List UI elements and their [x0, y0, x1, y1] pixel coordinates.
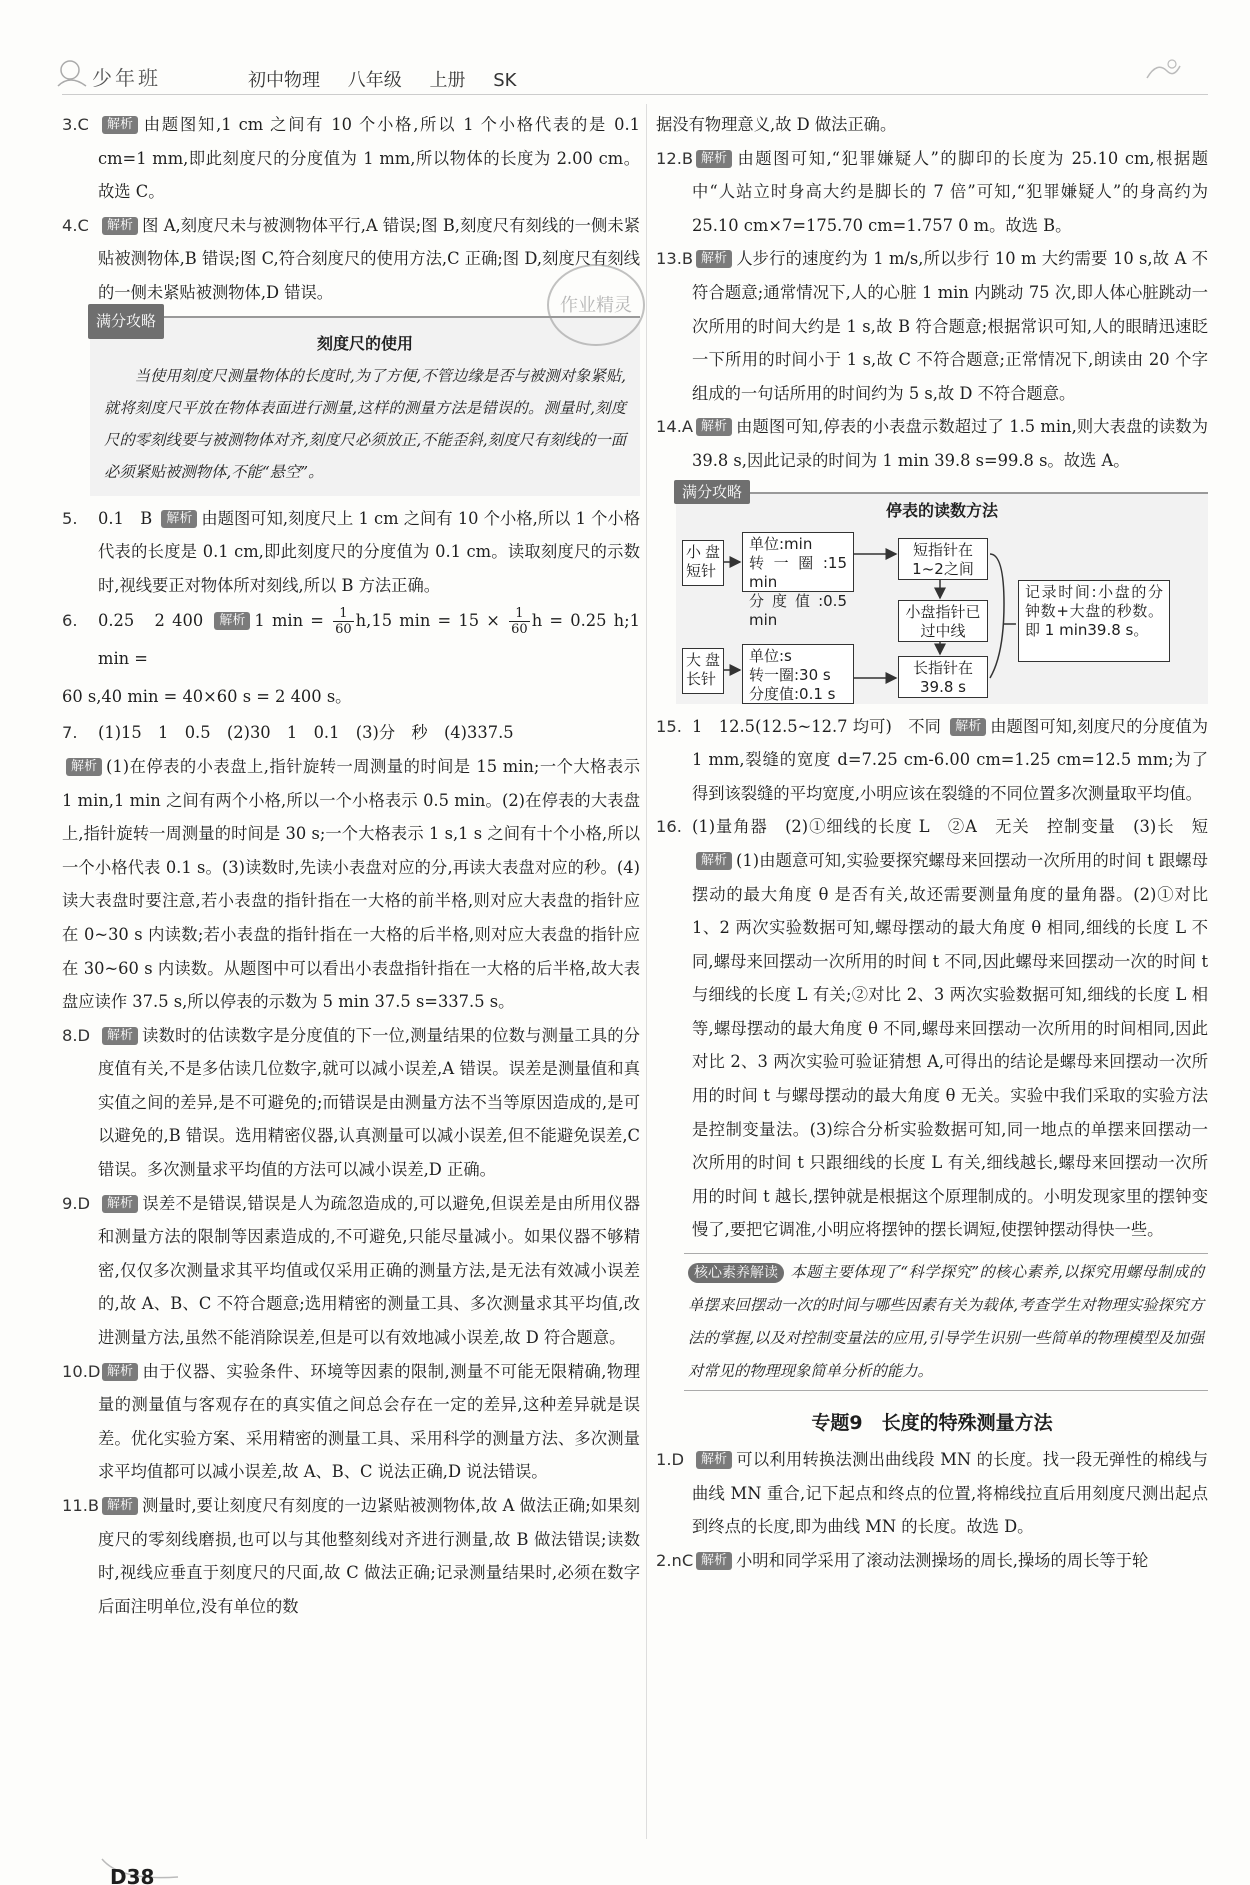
answer-value: 0.25 2 400 — [98, 611, 204, 631]
answer-16 — [656, 810, 1208, 1247]
big-dial-info — [742, 644, 854, 704]
big-unit: 单位:s — [749, 646, 792, 665]
special-answer-2 — [656, 1544, 1208, 1578]
tip-tag: 满分攻略 — [88, 304, 164, 340]
subject: 初中物理 — [248, 70, 320, 91]
answer-number: 10.D — [62, 1361, 101, 1381]
analysis-text: 小明和同学采用了滚动法测操场的周长,操场的周长等于轮 — [736, 1550, 1149, 1570]
record-time-text: 记录时间:小盘的分钟数+大盘的秒数。即 1 min39.8 s。 — [1025, 582, 1163, 639]
short-hand-box — [898, 538, 988, 580]
answer-3 — [62, 108, 640, 209]
answer-15 — [656, 710, 1208, 811]
analysis-tag: 解析 — [696, 250, 732, 268]
analysis-tag: 解析 — [696, 418, 732, 436]
answer-8 — [62, 1019, 640, 1187]
fraction-numerator: 1 — [509, 606, 530, 622]
analysis-tag: 解析 — [696, 150, 732, 168]
small-dial-label — [682, 540, 724, 586]
analysis-text: 由题图可知,刻度尺的分度值为 1 mm,裂缝的宽度 d=7.25 cm-6.00 cm=1.25 cm=12.5 mm;为了得到该裂缝的平均宽度,小明应该在裂缝的不同位置多次测量取平均值。 — [692, 716, 1208, 803]
analysis-tag: 解析 — [214, 612, 250, 630]
analysis-text: 由题图知,1 cm 之间有 10 个小格,所以 1 个小格代表的是 0.1 cm=1 mm,即此刻度尺的分度值为 1 mm,所以物体的长度为 2.00 cm。故选 C。 — [98, 115, 640, 202]
core-literacy-box — [684, 1253, 1208, 1391]
small-unit: 单位:min — [749, 534, 813, 553]
header-deco-icon — [1142, 56, 1182, 86]
analysis-tag: 解析 — [102, 1195, 138, 1213]
answer-number: 1.D — [656, 1450, 685, 1470]
special-answer-1 — [656, 1443, 1208, 1544]
midline-text: 小盘指针已过中线 — [905, 602, 981, 640]
big-division: 分度值:0.1 s — [749, 684, 836, 703]
tip-tag: 满分攻略 — [674, 480, 750, 504]
analysis-tag: 解析 — [161, 510, 197, 528]
analysis-text: 可以利用转换法测出曲线段 MN 的长度。找一段无弹性的棉线与曲线 MN 重合,记下起点和终点的位置,将棉线拉直后用刻度尺测出起点到终点的长度,即为曲线 MN 的长度。故选 D。 — [692, 1450, 1208, 1537]
grade: 八年级 — [347, 70, 402, 91]
answer-number: 15. — [656, 716, 682, 736]
analysis-text: 由题图可知,停表的小表盘示数超过了 1.5 min,则大表盘的读数为 39.8 s,因此记录的时间为 1 min 39.8 s=99.8 s。故选 A。 — [692, 417, 1208, 470]
long-hand-text: 长指针在39.8 s — [912, 658, 973, 696]
answer-13 — [656, 242, 1208, 410]
brand-logo-icon — [56, 58, 90, 88]
answer-value: (1)量角器 (2)①细线的长度 L ②A 无关 控制变量 (3)长 短 — [692, 817, 1208, 837]
analysis-text: 由于仪器、实验条件、环境等因素的限制,测量不可能无限精确,物理量的测量值与客观存在的真实值之间总会存在一定的差异,这种差异就是误差。优化实验方案、采用精密的测量工具、采用科学的测量方法、多次测量求平均值都可以减小误差,故 A、B、C 说法正确,D 说法错误。 — [98, 1361, 640, 1482]
answer-number: 7. — [62, 723, 78, 743]
fraction — [509, 606, 530, 637]
fraction-denominator: 60 — [511, 622, 528, 638]
small-division: 分度值:0.5 min — [749, 591, 847, 629]
answer-number: 16. — [656, 817, 682, 837]
answer-number: 3.C — [62, 115, 89, 134]
answer-9 — [62, 1187, 640, 1355]
answer-number: 9.D — [62, 1193, 91, 1213]
answer-6 — [62, 602, 640, 716]
analysis-tag: 解析 — [102, 116, 138, 134]
section-title: 专题9 长度的特殊测量方法 — [811, 1412, 1053, 1435]
tip-title: 刻度尺的使用 — [316, 333, 413, 353]
midline-box — [898, 600, 988, 642]
core-literacy-text: 本题主要体现了“科学探究”的核心素养,以探究用螺母制成的单摆来回摆动一次的时间与哪些因素有关为载体,考查学生对物理实验探究方法的掌握,以及对控制变量法的应用,引导学生识别一些简单的物理模型及加强对常见的物理现象简单分析的能力。 — [688, 1263, 1204, 1381]
answer-number: 2.nC — [656, 1550, 694, 1570]
watermark-stamp — [540, 255, 652, 355]
header-divider — [62, 94, 1208, 95]
analysis-text: 图 A,刻度尺未与被测物体平行,A 错误;图 B,刻度尺有刻线的一侧未紧贴被测物体,B 错误;图 C,符合刻度尺的使用方法,C 正确;图 D,刻度尺有刻线的一侧未紧贴被测物体,D 错误。 — [98, 215, 640, 302]
answer-number: 14.A — [656, 417, 694, 437]
page-header — [62, 60, 1182, 96]
book-info — [248, 66, 538, 92]
answer-11-continued: 据没有物理意义,故 D 做法正确。 — [656, 115, 897, 134]
stamp-text: 作业精灵 — [560, 295, 632, 316]
volume: 上册 — [429, 70, 466, 91]
analysis-text: (1)由题意可知,实验要探究螺母来回摆动一次所用的时间 t 跟螺母摆动的最大角度 θ 是否有关,故还需要测量角度的量角器。(2)①对比 1、2 两次实验数据可知,螺母摆动的最大角度 θ 相同,细线的长度 L 不同,螺母来回摆动一次所用的时间 t 不同,因此螺母来回摆动一次的时间 t 与细线的长度 L 有关;②对比 2、3 两次实验数据可知,细线的长度 L 相等,螺母摆动的最大角度 θ 不同,螺母来回摆动一次所用的时间相同,因此对比 2、3 两次实验可验证猜想 A,可得出的结论是螺母来回摆动一次所用的时间 t 与螺母摆动的最大角度 θ 无关。实验中我们采取的实验方法是控制变量法。(3)综合分析实验数据可知,同一地点的单摆来回摆动一次所用的时间 t 只跟细线的长度 L 有关,细线越长,螺母来回摆动一次所用的时间 t 越长,摆钟就是根据这个原理制成的。小明发现家里的摆钟变慢了,要把它调准,小明应将摆钟的摆长调短,使摆钟摆动得快一些。 — [692, 850, 1208, 1240]
analysis-text-1: 1 min = — [254, 611, 324, 631]
answer-11 — [62, 1489, 640, 1623]
record-time-box — [1018, 580, 1170, 662]
answer-number: 6. — [62, 611, 78, 631]
core-literacy-tag: 核心素养解读 — [688, 1263, 784, 1283]
stopwatch-reading-flowchart — [676, 482, 1208, 704]
analysis-text: 人步行的速度约为 1 m/s,所以步行 10 m 大约需要 10 s,故 A 不符合题意;通常情况下,人的心脏 1 min 内跳动 75 次,即人体心脏跳动一次所用的时间大约是 1 s,故 B 符合题意;根据常识可知,人的眼睛迅速眨一下所用的时间小于 1 s,故 C 不符合题意;正常情况下,朗读由 20 个字组成的一句话所用的时间约为 5 s,故 D 不符合题意。 — [692, 249, 1208, 403]
edition: SK — [493, 70, 517, 91]
analysis-text: (1)在停表的小表盘上,指针旋转一周测量的时间是 15 min;一个大格表示 1 min,1 min 之间有两个小格,所以一个小格表示 0.5 min。(2)在停表的大表盘上,指针旋转一周测量的时间是 30 s;一个大格表示 1 s,1 s 之间有十个小格,所以一个小格代表 0.1 s。(3)读数时,先读小表盘对应的分,再读大表盘对应的秒。(4)读大表盘时要注意,若小表盘的指针指在一大格的前半格,则对应大表盘的指针应在 0~30 s 内读数;若小表盘的指针指在一大格的后半格,则对应大表盘的指针应在 30~60 s 内读数。从题图中可以看出小表盘指针指在一大格的后半格,故大表盘应读作 37.5 s,所以停表的示数为 5 min 37.5 s=337.5 s。 — [62, 756, 640, 1012]
analysis-tag: 解析 — [102, 1363, 138, 1381]
answer-number: 12.B — [656, 148, 694, 168]
answer-12 — [656, 142, 1208, 243]
tip-body: 当使用刻度尺测量物体的长度时,为了方便,不管边缘是否与被测对象紧贴,就将刻度尺平放在物体表面进行测量,这样的测量方法是错误的。测量时,刻度尺的零刻线要与被测物体对齐,刻度尺必须放正,不能歪斜,刻度尺有刻线的一面必须紧贴被测物体,不能“悬空”。 — [104, 366, 626, 481]
analysis-text-4: 60 s,40 min = 40×60 s = 2 400 s。 — [62, 687, 352, 707]
answer-value: (1)15 1 0.5 (2)30 1 0.1 (3)分 秒 (4)337.5 — [98, 723, 514, 743]
analysis-block — [62, 750, 640, 1019]
analysis-tag: 解析 — [102, 1497, 138, 1515]
analysis-text-3: h = 0.25 h;1 min = — [98, 611, 640, 669]
analysis-tag: 解析 — [696, 852, 732, 870]
big-dial-label — [682, 648, 724, 694]
answer-14 — [656, 410, 1208, 477]
analysis-text: 由题图可知,“犯罪嫌疑人”的脚印的长度为 25.10 cm,根据题中“人站立时身高大约是脚长的 7 倍”可知,“犯罪嫌疑人”的身高约为 25.10 cm×7=175.70 cm=1.757 0 m。故选 B。 — [692, 148, 1208, 235]
brand-title: 少年班 — [92, 66, 161, 90]
fraction-numerator: 1 — [333, 606, 354, 622]
analysis-tag: 解析 — [102, 217, 138, 235]
small-rotation: 转一圈:15 min — [749, 553, 847, 591]
answer-10 — [62, 1355, 640, 1489]
analysis-tag: 解析 — [950, 718, 986, 736]
short-hand-text: 短指针在1~2之间 — [912, 540, 974, 578]
answer-number: 4.C — [62, 215, 89, 235]
analysis-text: 误差不是错误,错误是人为疏忽造成的,可以避免,但误差是由所用仪器和测量方法的限制等因素造成的,不可避免,只能尽量减小。如果仪器不够精密,仅仅多次测量求其平均值或仅采用正确的测量方法,是无法有效减小误差的,故 A、B、C 不符合题意;选用精密的测量工具、多次测量求其平均值,改进测量方法,虽然不能消除误差,但是可以有效地减小误差,故 D 符合题意。 — [98, 1193, 640, 1348]
big-rotation: 转一圈:30 s — [749, 665, 831, 684]
answer-number: 11.B — [62, 1496, 100, 1515]
answer-number: 8.D — [62, 1025, 91, 1045]
answer-7 — [62, 716, 640, 1018]
analysis-tag: 解析 — [102, 1027, 138, 1045]
answer-value: 1 12.5(12.5~12.7 均可) 不同 — [692, 716, 941, 736]
analysis-text: 测量时,要让刻度尺有刻度的一边紧贴被测物体,故 A 做法正确;如果刻度尺的零刻线磨损,也可以与其他整刻线对齐进行测量,故 B 做法错误;读数时,视线应垂直于刻度尺的尺面,故 C 做法正确;记录测量结果时,必须在数字后面注明单位,没有单位的数 — [98, 1496, 640, 1616]
big-dial-text: 大盘长针 — [686, 650, 720, 688]
fraction-denominator: 60 — [335, 622, 352, 638]
page-number: D38 — [110, 1865, 155, 1885]
analysis-text: 读数时的估读数字是分度值的下一位,测量结果的位数与测量工具的分度值有关,不是多估读几位数字,就可以减小误差,A 错误。误差是测量值和真实值之间的差异,是不可避免的;而错误是由测量方法不当等原因造成的,是可以避免的,B 错误。选用精密仪器,认真测量可以减小误差,但不能避免误差,C 错误。多次测量求平均值的方法可以减小误差,D 正确。 — [98, 1025, 640, 1180]
right-column — [656, 108, 1208, 1577]
analysis-text: 由题图可知,刻度尺上 1 cm 之间有 10 个小格,所以 1 个小格代表的长度是 0.1 cm,即此刻度尺的分度值为 0.1 cm。读取刻度尺的示数时,视线要正对物体所对刻线,所以 B 方法正确。 — [98, 508, 640, 595]
answer-5 — [62, 502, 640, 603]
long-hand-box — [898, 656, 988, 698]
analysis-tag: 解析 — [696, 1451, 732, 1469]
answer-value: 0.1 B — [98, 508, 153, 528]
column-divider — [646, 104, 647, 1839]
small-dial-text: 小盘短针 — [686, 542, 720, 580]
analysis-tag: 解析 — [66, 758, 102, 776]
analysis-tag: 解析 — [696, 1552, 732, 1570]
answer-number: 5. — [62, 508, 78, 528]
answer-number: 13.B — [656, 249, 694, 269]
fraction — [333, 606, 354, 637]
analysis-text-2: h,15 min = 15 × — [355, 611, 500, 631]
small-dial-info — [742, 532, 854, 629]
flowchart-title: 停表的读数方法 — [885, 500, 998, 520]
